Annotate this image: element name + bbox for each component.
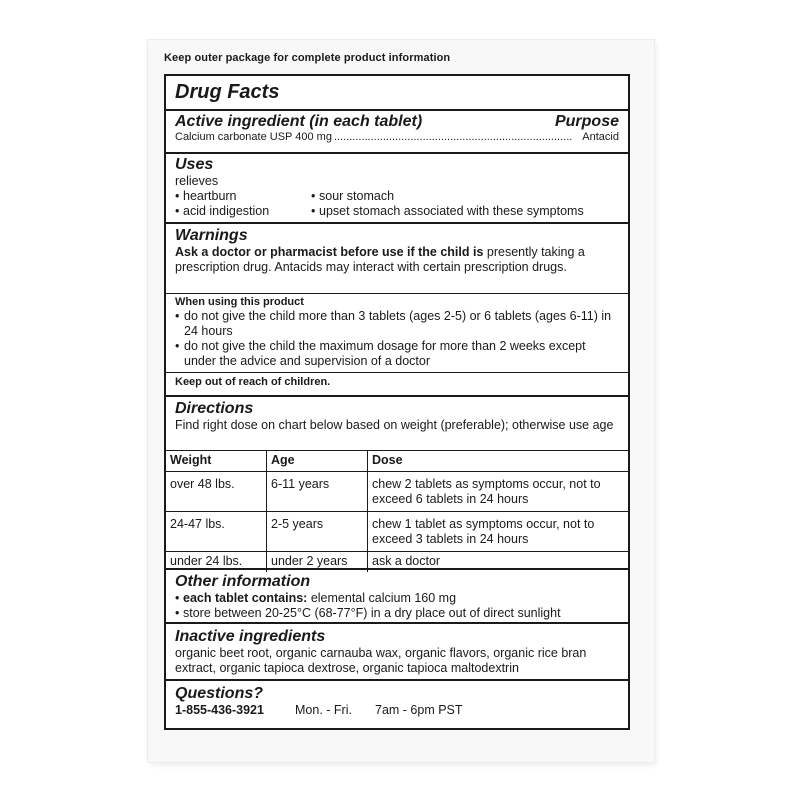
table-header-cell: Weight (166, 451, 267, 472)
contact-days: Mon. - Fri. (295, 703, 352, 717)
when-using-section (166, 296, 628, 369)
contact-hours: 7am - 6pm PST (375, 703, 463, 717)
divider (166, 395, 628, 397)
other-information-item: • store between 20-25°C (68-77°F) in a dry place out of direct sunlight (175, 606, 561, 620)
table-row (166, 512, 628, 552)
purpose-value: Antacid (582, 131, 619, 143)
table-cell: 6-11 years (267, 472, 368, 512)
active-ingredient-name: Calcium carbonate USP 400 mg (175, 131, 332, 143)
table-cell: under 24 lbs. (166, 552, 267, 573)
drug-facts-header (166, 81, 628, 103)
divider (166, 372, 628, 373)
keep-out-of-reach: Keep out of reach of children. (175, 376, 331, 388)
drug-facts-panel (164, 74, 630, 730)
drug-facts-title: Drug Facts (175, 81, 280, 103)
when-using-heading: When using this product (175, 296, 304, 308)
active-ingredient-section (166, 113, 628, 144)
outer-package-note: Keep outer package for complete product information (164, 52, 451, 64)
inactive-ingredients-list: organic beet root, organic carnauba wax, organic flavors, organic rice bran extract, organic tapioca dextrose, organic tapioca maltodextrin (175, 646, 587, 675)
uses-item: • acid indigestion (175, 204, 311, 219)
inactive-ingredients-section (166, 628, 628, 676)
warnings-heading: Warnings (175, 227, 248, 244)
keep-out-section (166, 376, 628, 389)
divider (166, 222, 628, 224)
when-using-item: • do not give the child more than 3 tablets (ages 2-5) or 6 tablets (ages 6-11) in 24 hours (175, 309, 612, 338)
table-cell: 2-5 years (267, 512, 368, 552)
divider (166, 568, 628, 570)
directions-section (166, 400, 628, 433)
table-row (166, 472, 628, 512)
divider (166, 293, 628, 294)
table-cell: ask a doctor (368, 552, 629, 573)
dosage-table (166, 450, 628, 572)
divider (166, 622, 628, 624)
directions-heading: Directions (175, 400, 254, 417)
table-cell: 24-47 lbs. (166, 512, 267, 552)
directions-intro: Find right dose on chart below based on weight (preferable); otherwise use age (175, 418, 614, 432)
table-cell: over 48 lbs. (166, 472, 267, 512)
uses-intro: relieves (175, 174, 219, 188)
other-information-item: • each tablet contains: elemental calcium 160 mg (175, 591, 457, 605)
uses-item: • upset stomach associated with these symptoms (311, 204, 584, 219)
phone-number: 1-855-436-3921 (175, 703, 264, 717)
purpose-heading: Purpose (554, 113, 619, 130)
inactive-ingredients-heading: Inactive ingredients (175, 628, 326, 645)
questions-section (166, 685, 628, 718)
table-header-cell: Dose (368, 451, 629, 472)
table-header-cell: Age (267, 451, 368, 472)
table-header-row (166, 451, 628, 472)
leader-dots: .............................................................................. (333, 131, 573, 143)
divider (166, 109, 628, 111)
uses-item: • sour stomach (311, 189, 584, 204)
active-ingredient-heading: Active ingredient (in each tablet) (175, 113, 423, 130)
uses-item: • heartburn (175, 189, 311, 204)
divider (166, 679, 628, 681)
when-using-item: • do not give the child the maximum dosage for more than 2 weeks except under the advice and supervision of a doctor (175, 339, 586, 368)
divider (166, 152, 628, 154)
table-cell: chew 2 tablets as symptoms occur, not to exceed 6 tablets in 24 hours (368, 472, 629, 512)
table-cell: chew 1 tablet as symptoms occur, not to exceed 3 tablets in 24 hours (368, 512, 629, 552)
table-cell: under 2 years (267, 552, 368, 573)
other-information-heading: Other information (175, 573, 311, 590)
uses-section (166, 156, 628, 219)
uses-heading: Uses (175, 156, 214, 173)
warnings-section (166, 227, 628, 275)
other-information-section (166, 573, 628, 621)
warnings-ask-doctor: Ask a doctor or pharmacist before use if the child is presently taking a prescription drug. Antacids may interact with certain prescription drugs. (175, 245, 585, 274)
questions-heading: Questions? (175, 685, 264, 702)
